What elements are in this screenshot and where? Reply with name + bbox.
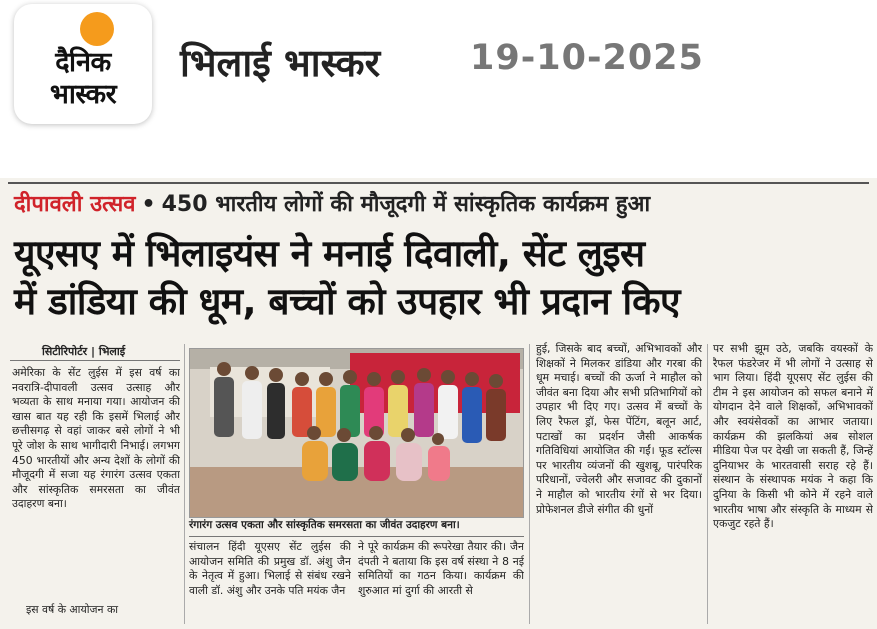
logo-text-line2: भास्कर — [49, 79, 117, 110]
byline-rule — [10, 360, 180, 361]
sun-icon — [80, 12, 114, 46]
logo-text-line1: दैनिक — [55, 47, 111, 78]
kicker-subhead: 450 भारतीय लोगों की मौजूदगी में सांस्कृतिक कार्यक्रम हुआ — [161, 192, 651, 217]
article-column-1: अमेरिका के सेंट लुईस में इस वर्ष का नवरात्रि-दीपावली उत्सव उत्साह और भव्यता के साथ मनाया गया। आयोजन की खास बात यह रही कि इसमें भिलाई और छत्तीसगढ़ से वहां जाकर बसे लोगों ने भी पूरे जोश के साथ भागीदारी निभाई। लगभग 450 भारतीयों और अन्य देशों के लोगों की मौजूदगी में सजा यह रंगारंग उत्सव एकता और सांस्कृतिक समरसता का जीवंत उदाहरण बना। — [12, 366, 180, 511]
headline — [14, 230, 874, 326]
article-column-3: हुई, जिसके बाद बच्चों, अभिभावकों और शिक्षकों ने मिलकर डांडिया और गरबा की धूम मचाई। बच्चों की ऊर्जा ने माहौल को जीवंत बना दिया और सभी प्रतिभागियों को उपहार भी दिए गए। उत्सव में बच्चों के लिए रैफल ड्रॉ, फेस पेंटिंग, बलून आर्ट, पटाखों का प्रदर्शन जैसी आकर्षक गतिविधियां आयोजित की गईं। फूड स्टॉल्स पर भारतीय व्यंजनों की खुशबू, पारंपरिक परिधानों, ज्वेलरी और सजावट की दुकानों ने माहौल को भारतीय रंगों से भर दिया। प्रोफेशनल डीजे संगीत की धुनों — [536, 342, 702, 516]
group-photo-illustration — [190, 349, 523, 517]
headline-line-2: में डांडिया की धूम, बच्चों को उपहार भी प्रदान किए — [14, 280, 680, 323]
column-divider — [184, 344, 185, 624]
article-column-1-end: इस वर्ष के आयोजन का — [26, 603, 119, 616]
caption-rule — [189, 536, 524, 537]
photo-caption: रंगारंग उत्सव एकता और सांस्कृतिक समरसता का जीवंत उदाहरण बना। — [189, 519, 460, 531]
event-photo — [189, 348, 524, 518]
article-column-2b: ने पूरे कार्यक्रम की रूपरेखा तैयार की। जैन दंपती ने बताया कि इस वर्ष संस्था ने 8 नई समितियों का गठन किया। कार्यक्रम की शुरुआत मां दुर्गा की आरती से — [358, 540, 524, 597]
article-column-4: पर सभी झूम उठे, जबकि वयस्कों के रैफल फंडरेजर में भी लोगों ने उत्साह से भाग लिया। हिंदी यूएसए सेंट लुईस की टीम ने इस आयोजन को सफल बनाने में योगदान देने वाले शिक्षकों, अभिभावकों और स्वयंसेवकों का आभार जताया। कार्यक्रम की झलकियां अब सोशल मीडिया पेज पर देखी जा सकती हैं, जिन्हें दुनियाभर के भारतवासी सराह रहे हैं। संस्थान के संस्थापक मयंक ने कहा कि दुनिया के किसी भी कोने में रहने वाले भारतीय भाषा और संस्कृति के माध्यम से एकजुट रहते हैं। — [713, 342, 873, 531]
column-divider — [529, 344, 530, 624]
edition-date: 19-10-2025 — [470, 38, 704, 78]
edition-title: भिलाई भास्कर — [180, 41, 381, 85]
byline: सिटीरिपोर्टर | भिलाई — [42, 345, 126, 358]
kicker-label: दीपावली उत्सव — [14, 192, 136, 217]
kicker — [14, 188, 650, 218]
bullet-icon: • — [141, 192, 156, 217]
column-divider — [707, 344, 708, 624]
top-rule — [8, 182, 869, 184]
article-column-2a: संचालन हिंदी यूएसए सेंट लुईस की आयोजन समिति की प्रमुख डॉ. अंशु जैन के नेतृत्व में हुआ। भिलाई से संबंध रखने वाली डॉ. अंशु और उनके पति मयंक जैन — [189, 540, 351, 597]
headline-line-1: यूएसए में भिलाइयंस ने मनाई दिवाली, सेंट लुइस — [14, 232, 645, 275]
dainik-bhaskar-logo — [14, 4, 152, 124]
newspaper-clipping — [0, 178, 877, 629]
